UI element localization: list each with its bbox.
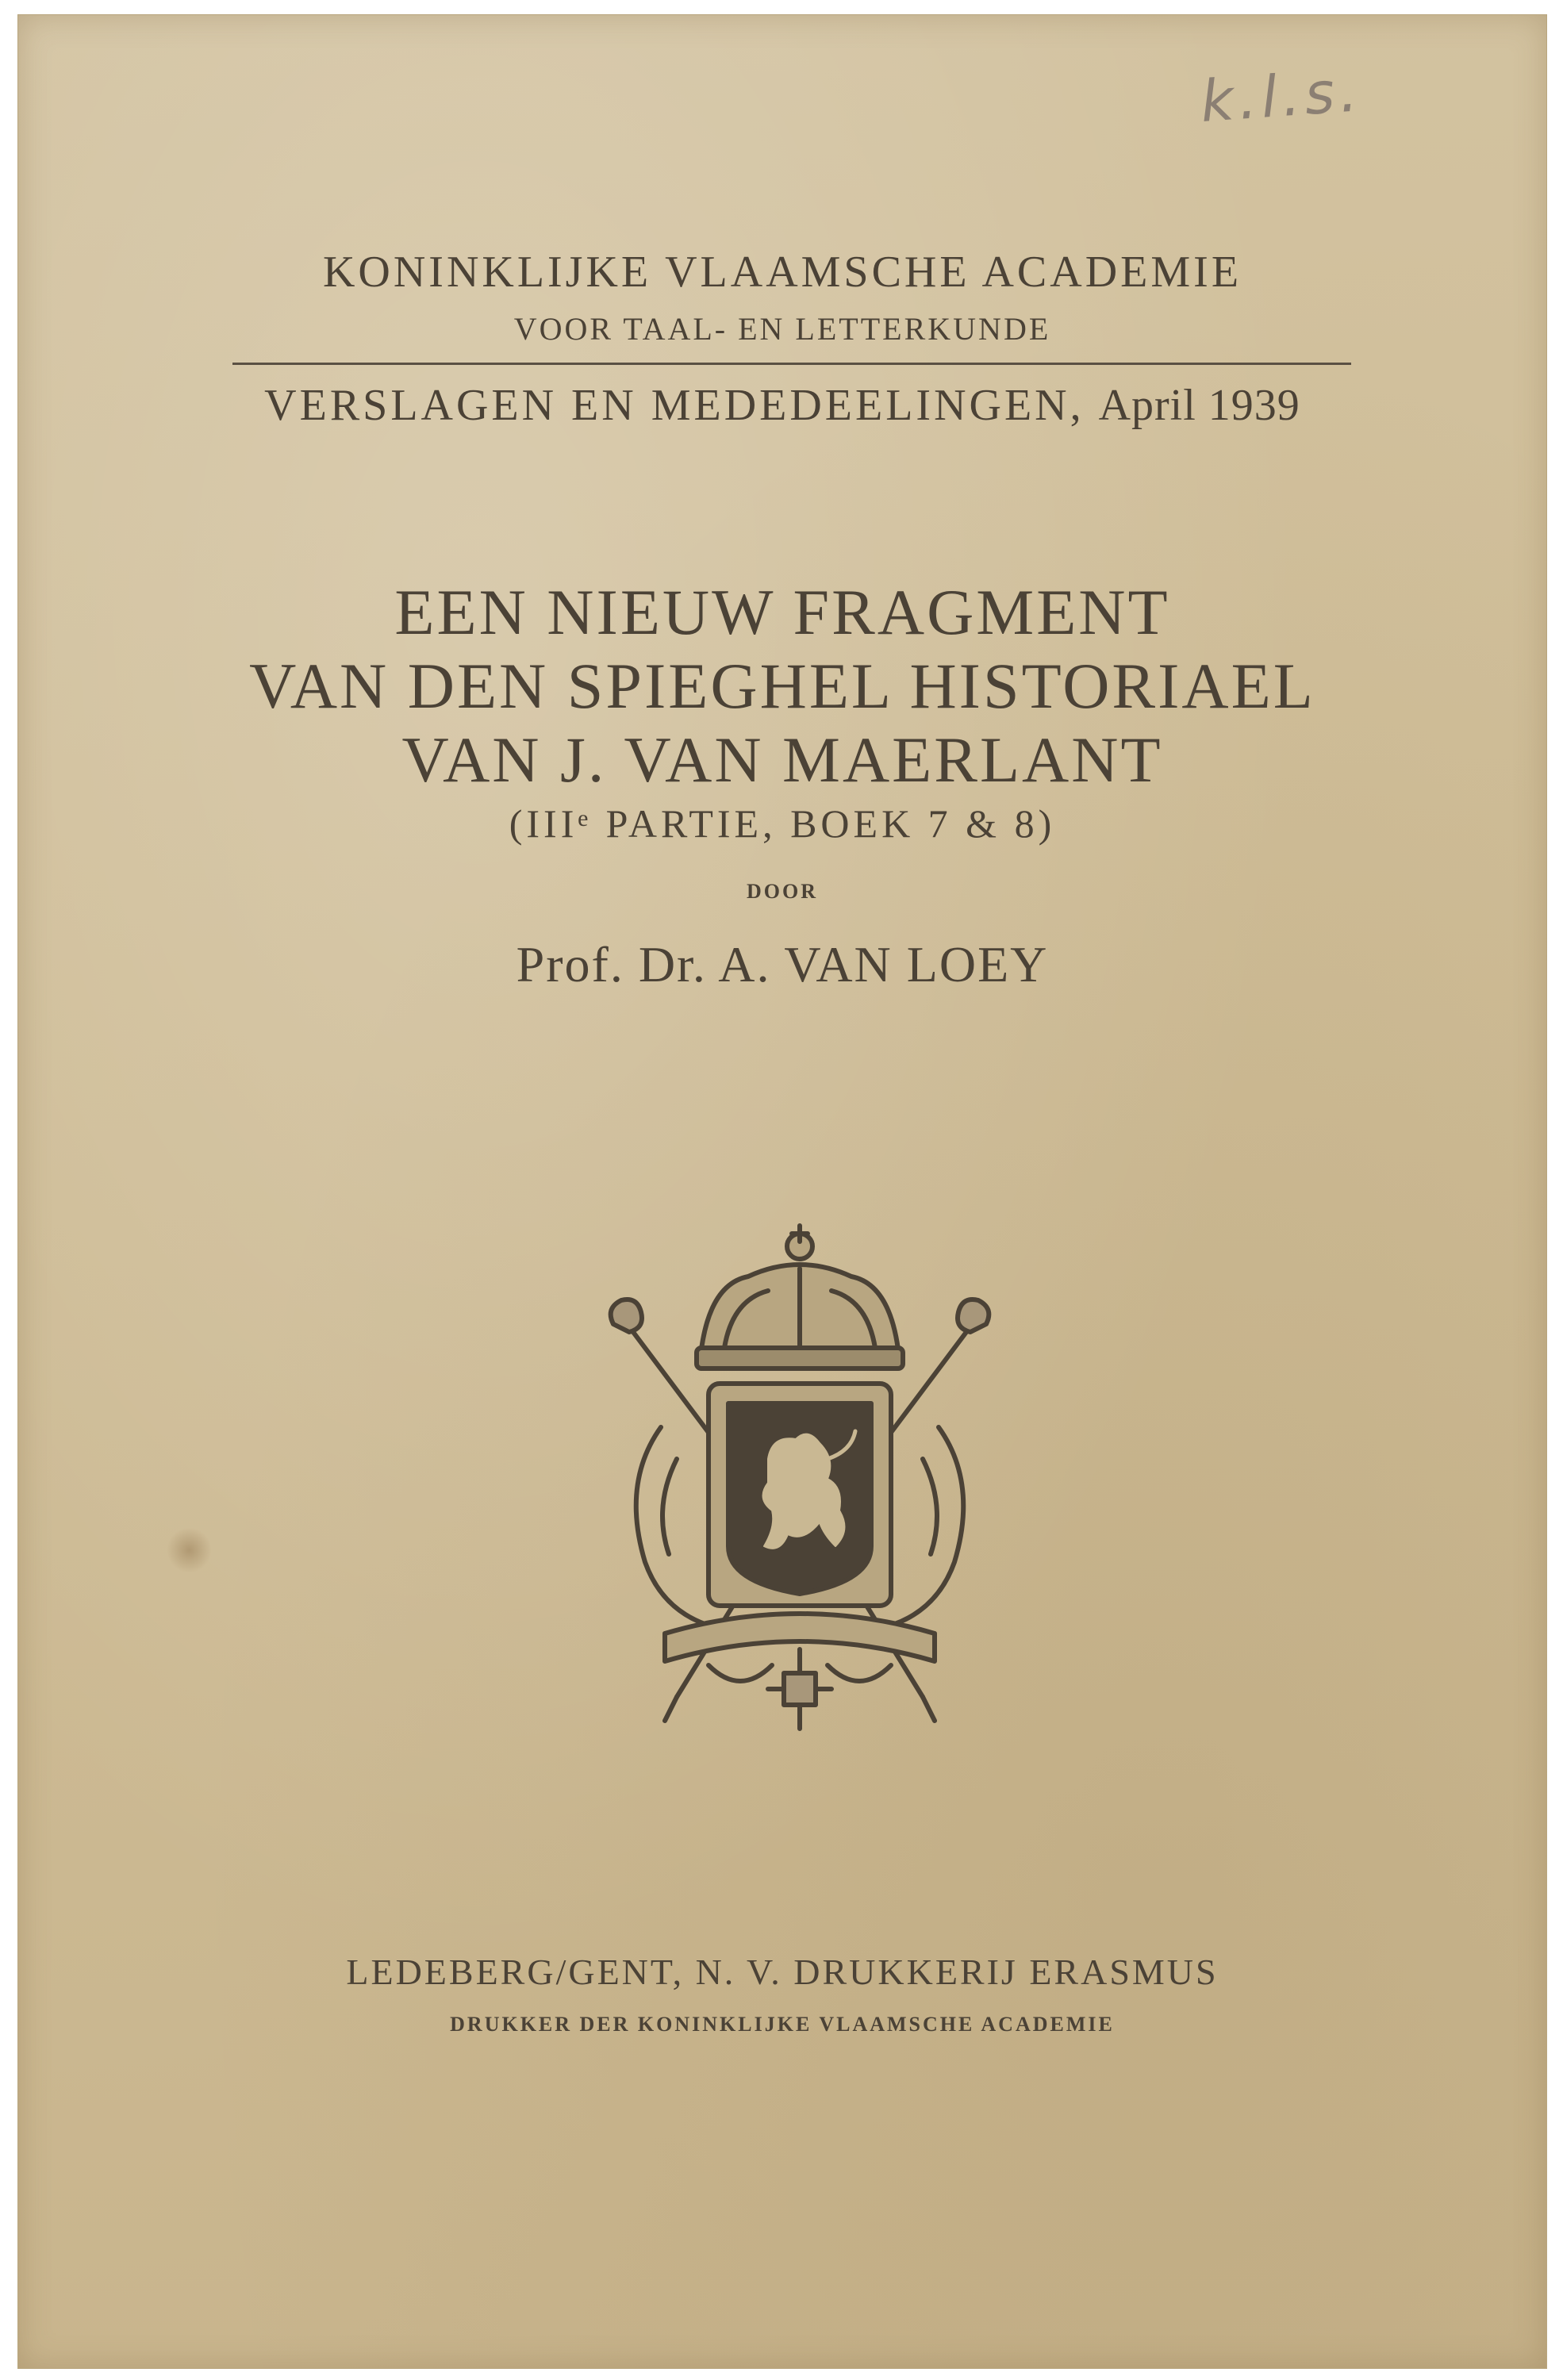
title-line-3: VAN J. VAN MAERLANT bbox=[401, 724, 1163, 796]
author-name: Prof. Dr. A. VAN LOEY bbox=[516, 936, 1049, 992]
academy-subtitle: VOOR TAAL- EN LETTERKUNDE bbox=[513, 311, 1051, 347]
title-line-1: EEN NIEUW FRAGMENT bbox=[394, 576, 1170, 648]
printer-subtitle: DRUKKER DER KONINKLIJKE VLAAMSCHE ACADEMIE bbox=[450, 2013, 1115, 2036]
belgian-coat-of-arms-icon bbox=[589, 1221, 1010, 1745]
series-date: April 1939 bbox=[1098, 381, 1300, 430]
printer-name: LEDEBERG/GENT, N. V. DRUKKERIJ ERASMUS bbox=[346, 1952, 1219, 1992]
handwritten-note: k.l.s. bbox=[1198, 56, 1365, 136]
paper-stain bbox=[167, 1526, 211, 1574]
title-part: (IIIᵉ PARTIE, BOEK 7 & 8) bbox=[509, 801, 1056, 846]
series-name: VERSLAGEN EN MEDEDEELINGEN, bbox=[264, 381, 1085, 430]
header-divider bbox=[232, 363, 1351, 365]
title-line-2: VAN DEN SPIEGHEL HISTORIAEL bbox=[249, 650, 1315, 722]
book-cover bbox=[17, 14, 1547, 2369]
series-line bbox=[18, 380, 1546, 431]
byline-door: DOOR bbox=[747, 880, 818, 903]
academy-name: KONINKLIJKE VLAAMSCHE ACADEMIE bbox=[322, 248, 1242, 297]
